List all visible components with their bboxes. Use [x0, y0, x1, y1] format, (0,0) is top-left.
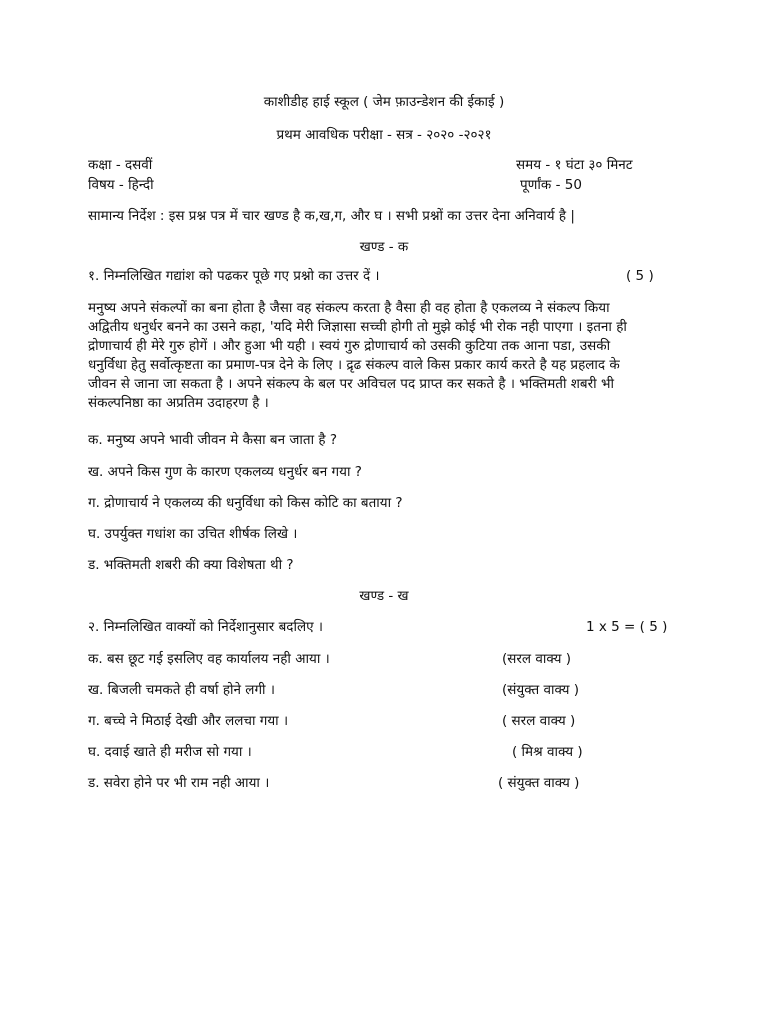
question-1-text: १. निम्नलिखित गद्यांश को पढकर पूछे गए प्रश्नो का उत्तर दें । [88, 268, 380, 284]
transform-instruction: ( संयुक्त वाक्य ) [498, 775, 580, 791]
question-2-text: २. निम्नलिखित वाक्यों को निर्देशानुसार बदलिए । [88, 619, 323, 635]
transform-sentence: ख. बिजली चमकते ही वर्षा होने लगी । [88, 682, 275, 698]
transform-instruction: (संयुक्त वाक्य ) [502, 682, 580, 698]
passage-line: द्रोणाचार्य ही मेरे गुरु होगें । और हुआ भी यही । स्वयं गुरु द्रोणाचार्य को उसकी कुटिया तक आना पडा, उसकी [88, 338, 611, 354]
transform-sentence: घ. दवाई खाते ही मरीज सो गया । [88, 744, 252, 760]
sub-question-da: ड. भक्तिमती शबरी की क्या विशेषता थी ? [88, 557, 294, 573]
passage-line: संकल्पनिष्ठा का अप्रतिम उदाहरण है । [88, 395, 269, 411]
question-2-marks: 1 x 5 = ( 5 ) [586, 619, 668, 635]
passage-line: अद्वितीय धनुर्धर बनने का उसने कहा, 'यदि मेरी जिज्ञासा सच्ची होगी तो मुझे कोई भी रोक नही पाएगा । इतना ही [88, 319, 627, 335]
class-label: कक्षा - दसवीं [88, 157, 153, 173]
passage-line: जीवन से जाना जा सकता है । अपने संकल्प के बल पर अविचल पद प्राप्त कर सकते है । भक्तिमती शबरी भी [88, 376, 614, 392]
passage [88, 299, 688, 413]
transform-sentence: ड. सवेरा होने पर भी राम नही आया । [88, 775, 270, 791]
section-ka-title: खण्ड - क [359, 239, 409, 255]
transform-instruction: ( मिश्र वाक्य ) [512, 744, 583, 760]
question-1-marks: ( 5 ) [626, 268, 654, 284]
passage-line: धनुर्विधा हेतु सर्वोत्कृष्टता का प्रमाण-पत्र देने के लिए । द्रृढ संकल्प वाले किस प्रकार कार्य करते है यह प्रहलाद के [88, 357, 620, 373]
transform-instruction: (सरल वाक्य ) [502, 651, 571, 667]
transform-instruction: ( सरल वाक्य ) [502, 713, 576, 729]
exam-title: प्रथम आवधिक परीक्षा - सत्र - २०२० -२०२१ [276, 127, 492, 143]
transform-sentence: ग. बच्चे ने मिठाई देखी और ललचा गया । [88, 713, 289, 729]
sub-question-ga: ग. द्रोणाचार्य ने एकलव्य की धनुर्विधा को किस कोटि का बताया ? [88, 495, 403, 511]
transform-sentence: क. बस छूट गई इसलिए वह कार्यालय नही आया । [88, 651, 330, 667]
marks-label: पूर्णांक - 50 [520, 177, 582, 193]
general-instructions: सामान्य निर्देश : इस प्रश्न पत्र में चार खण्ड है क,ख,ग, और घ । सभी प्रश्नों का उत्तर देना अनिवार्य है | [88, 208, 575, 224]
school-name: काशीडीह हाई स्कूल ( जेम फ़ाउन्डेशन की ईकाई ) [263, 94, 505, 110]
sub-question-gha: घ. उपर्युक्त गधांश का उचित शीर्षक लिखे । [88, 526, 298, 542]
time-label: समय - १ घंटा ३० मिनट [516, 157, 633, 173]
section-kha-title: खण्ड - ख [359, 588, 409, 604]
sub-question-kha: ख. अपने किस गुण के कारण एकलव्य धनुर्धर बन गया ? [88, 464, 362, 480]
passage-line: मनुष्य अपने संकल्पों का बना होता है जैसा वह संकल्प करता है वैसा ही वह होता है एकलव्य ने संकल्प किया [88, 300, 610, 316]
sub-question-ka: क. मनुष्य अपने भावी जीवन मे कैसा बन जाता है ? [88, 432, 338, 448]
subject-label: विषय - हिन्दी [88, 177, 154, 193]
